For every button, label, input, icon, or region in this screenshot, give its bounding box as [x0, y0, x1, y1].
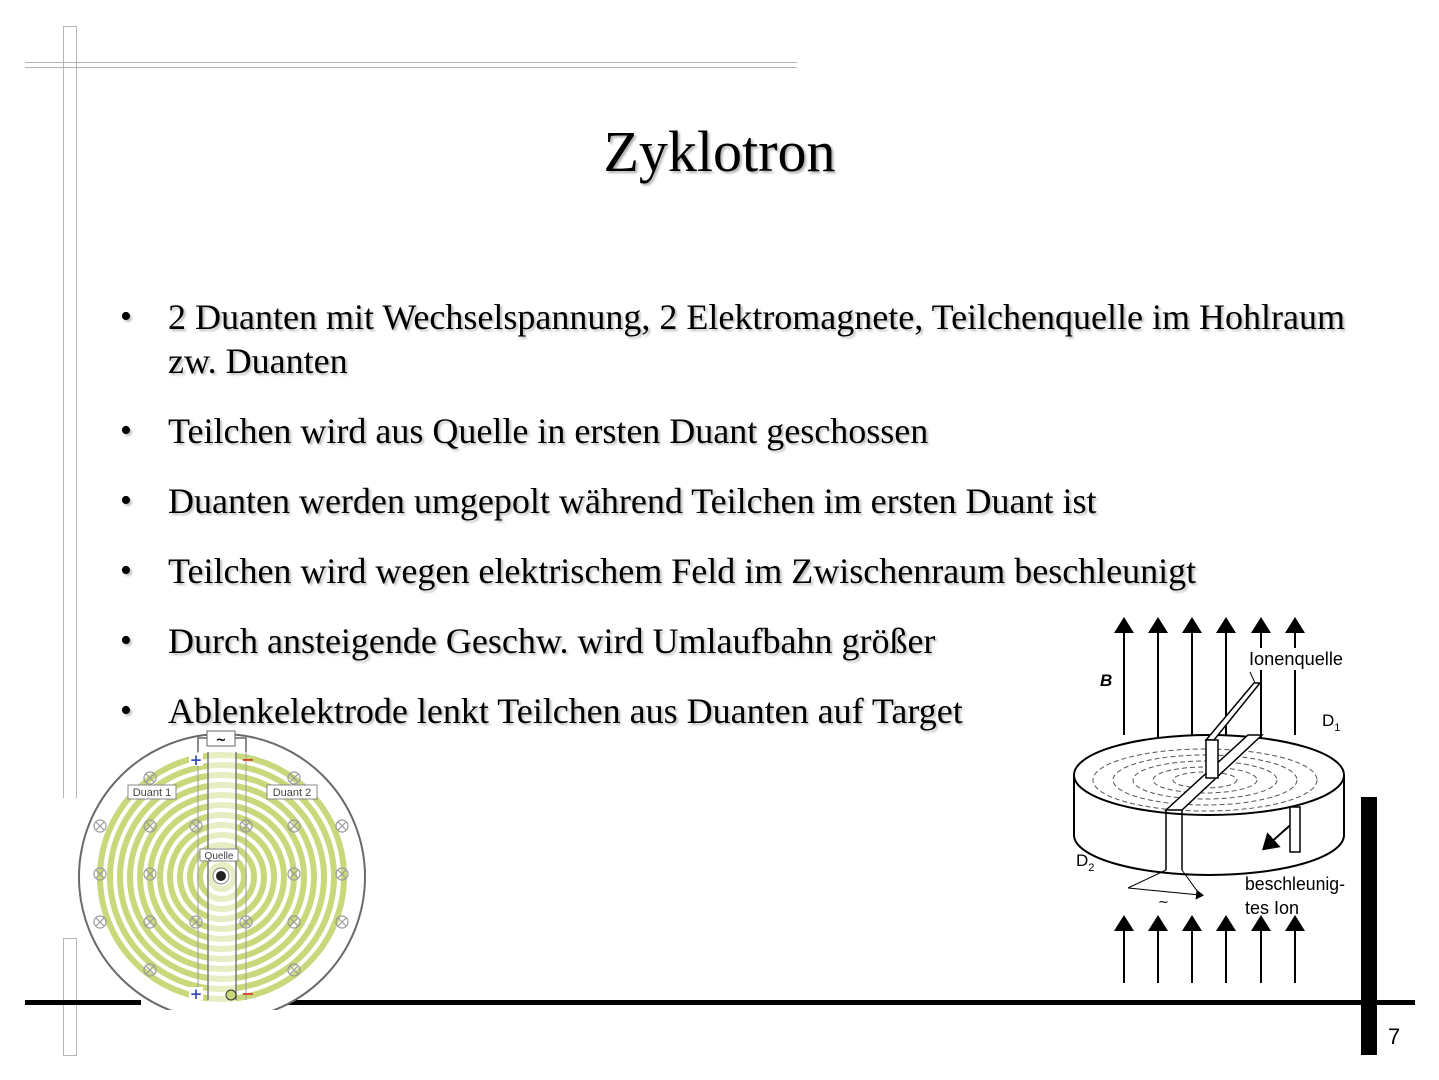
- minus-sign-bottom: −: [241, 984, 255, 1003]
- duant-1-label: Duant 1: [132, 787, 172, 799]
- exit-particle-icon: [226, 990, 236, 1000]
- cyclotron-top-view-diagram: [76, 730, 368, 1010]
- ac-source-symbol: ~: [215, 733, 227, 748]
- top-frame-line: [25, 62, 797, 68]
- d2-label: $D_2$: [1076, 851, 1095, 874]
- ion-source-label: Ionenquelle: [1249, 649, 1343, 669]
- accelerated-ion-label-line1: beschleunig-: [1245, 874, 1345, 894]
- bullet-dot-icon: •: [120, 298, 132, 335]
- plus-sign-top: +: [189, 751, 203, 769]
- bullet-item: • Teilchen wird wegen elektrischem Feld im Zwischenraum beschleunigt: [120, 551, 1197, 591]
- bullet-item: • Ablenkelektrode lenkt Teilchen aus Duanten auf Target: [120, 691, 963, 731]
- duant-2-label: Duant 2: [272, 787, 312, 799]
- bullet-dot-icon: •: [120, 412, 132, 449]
- bullet-item: • Durch ansteigende Geschw. wird Umlaufbahn größer: [120, 621, 936, 661]
- particle-source-icon: [216, 871, 226, 881]
- d1-label: $D_1$: [1322, 711, 1341, 734]
- left-frame-stub: [63, 938, 77, 1056]
- plus-sign-bottom: +: [189, 985, 203, 1003]
- source-label: Quelle: [204, 851, 234, 862]
- bullet-dot-icon: •: [120, 482, 132, 519]
- bullet-item: • Duanten werden umgepolt während Teilchen im ersten Duant ist: [120, 481, 1097, 521]
- cyclotron-perspective-diagram: [1060, 615, 1360, 990]
- right-vertical-bar: [1361, 797, 1377, 1055]
- gap-ac-symbol: ~: [1158, 895, 1169, 910]
- bullet-item: • Teilchen wird aus Quelle in ersten Duant geschossen: [120, 411, 929, 451]
- bullet-dot-icon: •: [120, 622, 132, 659]
- b-field-label: B: [1100, 671, 1113, 690]
- slide-title: Zyklotron: [603, 119, 836, 184]
- bullet-dot-icon: •: [120, 552, 132, 589]
- minus-sign-top: −: [241, 750, 255, 769]
- accelerated-ion-label-line2: tes Ion: [1245, 898, 1300, 918]
- page-number: 7: [1388, 1024, 1401, 1049]
- bullet-dot-icon: •: [120, 692, 132, 729]
- bullet-item: • 2 Duanten mit Wechselspannung, 2 Elektromagnete, Teilchenquelle im Hohlraum zw. Duanten: [120, 297, 1345, 381]
